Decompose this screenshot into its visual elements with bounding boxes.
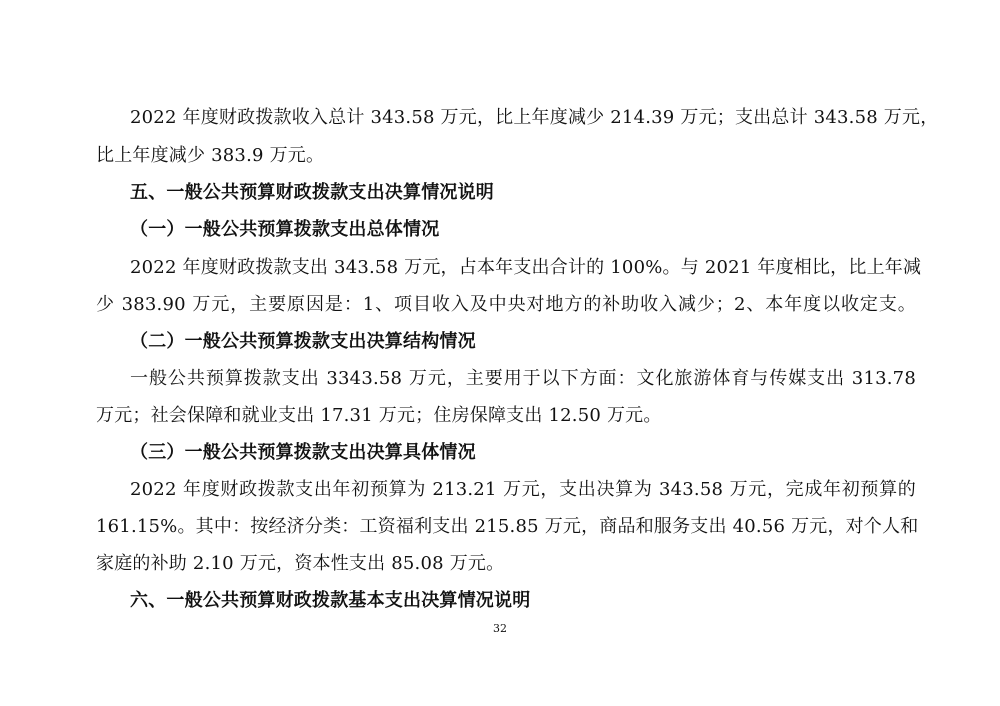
subsection-heading: （一）一般公共预算拨款支出总体情况 — [130, 219, 440, 240]
subsection-heading: （三）一般公共预算拨款支出决算具体情况 — [130, 442, 476, 463]
paragraph-line: 万元；社会保障和就业支出 17.31 万元；住房保障支出 12.50 万元。 — [96, 405, 662, 426]
subsection-heading: （二）一般公共预算拨款支出决算结构情况 — [130, 331, 476, 352]
paragraph-line: 2022 年度财政拨款支出年初预算为 213.21 万元，支出决算为 343.58 万元，完成年初预算的 — [130, 479, 916, 500]
paragraph-line: 2022 年度财政拨款支出 343.58 万元，占本年支出合计的 100%。与 2021 年度相比，比上年减 — [130, 257, 922, 278]
paragraph-line: 少 383.90 万元，主要原因是：1、项目收入及中央对地方的补助收入减少；2、本年度以收定支。 — [96, 294, 916, 315]
section-heading: 六、一般公共预算财政拨款基本支出决算情况说明 — [130, 590, 531, 611]
paragraph-line: 比上年度减少 383.9 万元。 — [96, 145, 325, 166]
paragraph-line: 161.15%。其中：按经济分类：工资福利支出 215.85 万元，商品和服务支出 40.56 万元，对个人和 — [96, 516, 919, 537]
section-heading: 五、一般公共预算财政拨款支出决算情况说明 — [130, 182, 494, 203]
paragraph-line: 一般公共预算拨款支出 3343.58 万元，主要用于以下方面：文化旅游体育与传媒支出 313.78 — [130, 368, 916, 389]
paragraph-line: 家庭的补助 2.10 万元，资本性支出 85.08 万元。 — [96, 553, 505, 574]
page-number: 32 — [493, 622, 507, 635]
paragraph-line: 2022 年度财政拨款收入总计 343.58 万元，比上年度减少 214.39 万元；支出总计 343.58 万元， — [130, 107, 939, 128]
